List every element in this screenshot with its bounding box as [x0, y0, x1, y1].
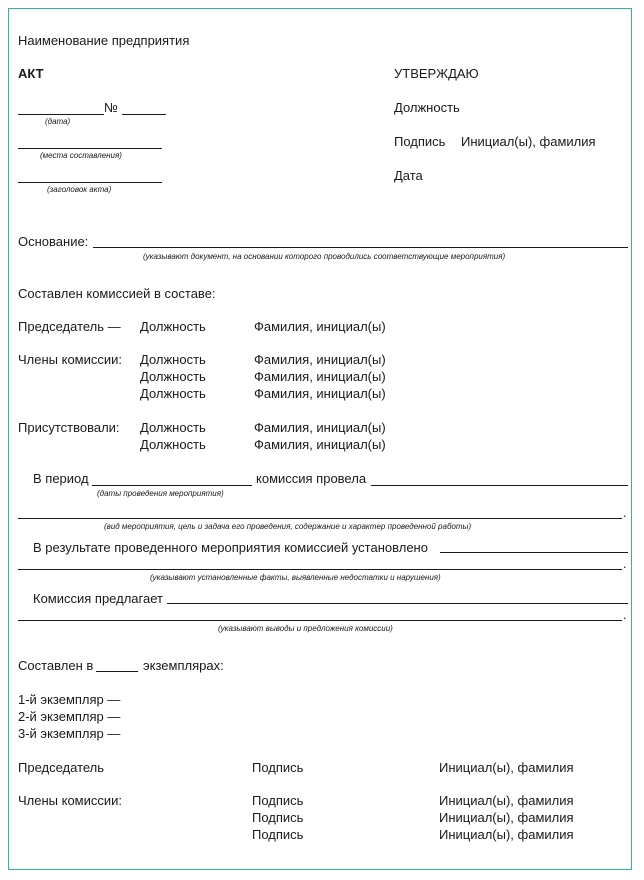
commission-intro: Составлен комиссией в составе:	[18, 286, 216, 301]
sign-chairman-signature: Подпись	[252, 760, 304, 775]
present-name: Фамилия, инициал(ы)	[254, 420, 386, 435]
proposal-line-2	[18, 620, 622, 621]
place-hint: (места составления)	[40, 151, 122, 160]
approver-position: Должность	[394, 100, 460, 115]
event-dot: .	[623, 505, 627, 520]
sign-members-label: Члены комиссии:	[18, 793, 123, 808]
copies-prefix: Составлен в	[18, 658, 94, 673]
sign-member-signature: Подпись	[252, 810, 304, 825]
member-name: Фамилия, инициал(ы)	[254, 352, 386, 367]
copy-item: 3-й экземпляр —	[18, 726, 121, 741]
member-position: Должность	[140, 352, 206, 367]
sign-chairman-label: Председатель	[18, 760, 105, 775]
result-label: В результате проведенного мероприятия комиссией установлено	[33, 540, 428, 555]
event-line	[18, 518, 622, 519]
sign-member-initials: Инициал(ы), фамилия	[439, 793, 574, 808]
approval-date: Дата	[394, 168, 423, 183]
title-hint: (заголовок акта)	[47, 185, 112, 194]
approver-initials: Инициал(ы), фамилия	[461, 134, 596, 149]
member-name: Фамилия, инициал(ы)	[254, 386, 386, 401]
copy-item: 2-й экземпляр —	[18, 709, 121, 724]
present-position: Должность	[140, 420, 206, 435]
proposal-dot: .	[623, 607, 627, 622]
sign-member-initials: Инициал(ы), фамилия	[439, 827, 574, 842]
proposal-label: Комиссия предлагает	[33, 591, 163, 606]
basis-label: Основание:	[18, 234, 89, 249]
period-event-line	[371, 485, 628, 486]
present-name: Фамилия, инициал(ы)	[254, 437, 386, 452]
member-name: Фамилия, инициал(ы)	[254, 369, 386, 384]
copies-count-line	[96, 671, 138, 672]
sign-member-initials: Инициал(ы), фамилия	[439, 810, 574, 825]
proposal-hint: (указывают выводы и предложения комиссии)	[218, 624, 393, 633]
members-label: Члены комиссии:	[18, 352, 123, 367]
sign-chairman-initials: Инициал(ы), фамилия	[439, 760, 574, 775]
chairman-name: Фамилия, инициал(ы)	[254, 319, 386, 334]
date-hint: (дата)	[45, 117, 71, 126]
chairman-label: Председатель —	[18, 319, 121, 334]
date-line	[18, 114, 104, 115]
number-line	[122, 114, 166, 115]
approve-heading: УТВЕРЖДАЮ	[394, 66, 479, 81]
organization-name: Наименование предприятия	[18, 33, 190, 48]
sign-member-signature: Подпись	[252, 793, 304, 808]
present-label: Присутствовали:	[18, 420, 120, 435]
copy-item: 1-й экземпляр —	[18, 692, 121, 707]
sign-member-signature: Подпись	[252, 827, 304, 842]
period-suffix: комиссия провела	[256, 471, 367, 486]
act-title: АКТ	[18, 66, 44, 81]
number-sign: №	[104, 100, 118, 115]
event-hint: (вид мероприятия, цель и задача его проведения, содержание и характер проведенной работы)	[104, 522, 472, 531]
member-position: Должность	[140, 386, 206, 401]
title-line	[18, 182, 162, 183]
basis-line	[93, 247, 628, 248]
result-dot: .	[623, 556, 627, 571]
basis-hint: (указывают документ, на основании которого проводились соответствующие мероприятия)	[143, 252, 506, 261]
result-line-2	[18, 569, 622, 570]
period-dates-line	[92, 485, 252, 486]
approver-signature: Подпись	[394, 134, 446, 149]
result-hint: (указывают установленные факты, выявленные недостатки и нарушения)	[150, 573, 441, 582]
copies-suffix: экземплярах:	[143, 658, 224, 673]
present-position: Должность	[140, 437, 206, 452]
chairman-position: Должность	[140, 319, 206, 334]
period-prefix: В период	[33, 471, 89, 486]
proposal-line-1	[167, 603, 628, 604]
place-line	[18, 148, 162, 149]
period-dates-hint: (даты проведения мероприятия)	[97, 489, 224, 498]
result-line-1	[440, 552, 628, 553]
member-position: Должность	[140, 369, 206, 384]
